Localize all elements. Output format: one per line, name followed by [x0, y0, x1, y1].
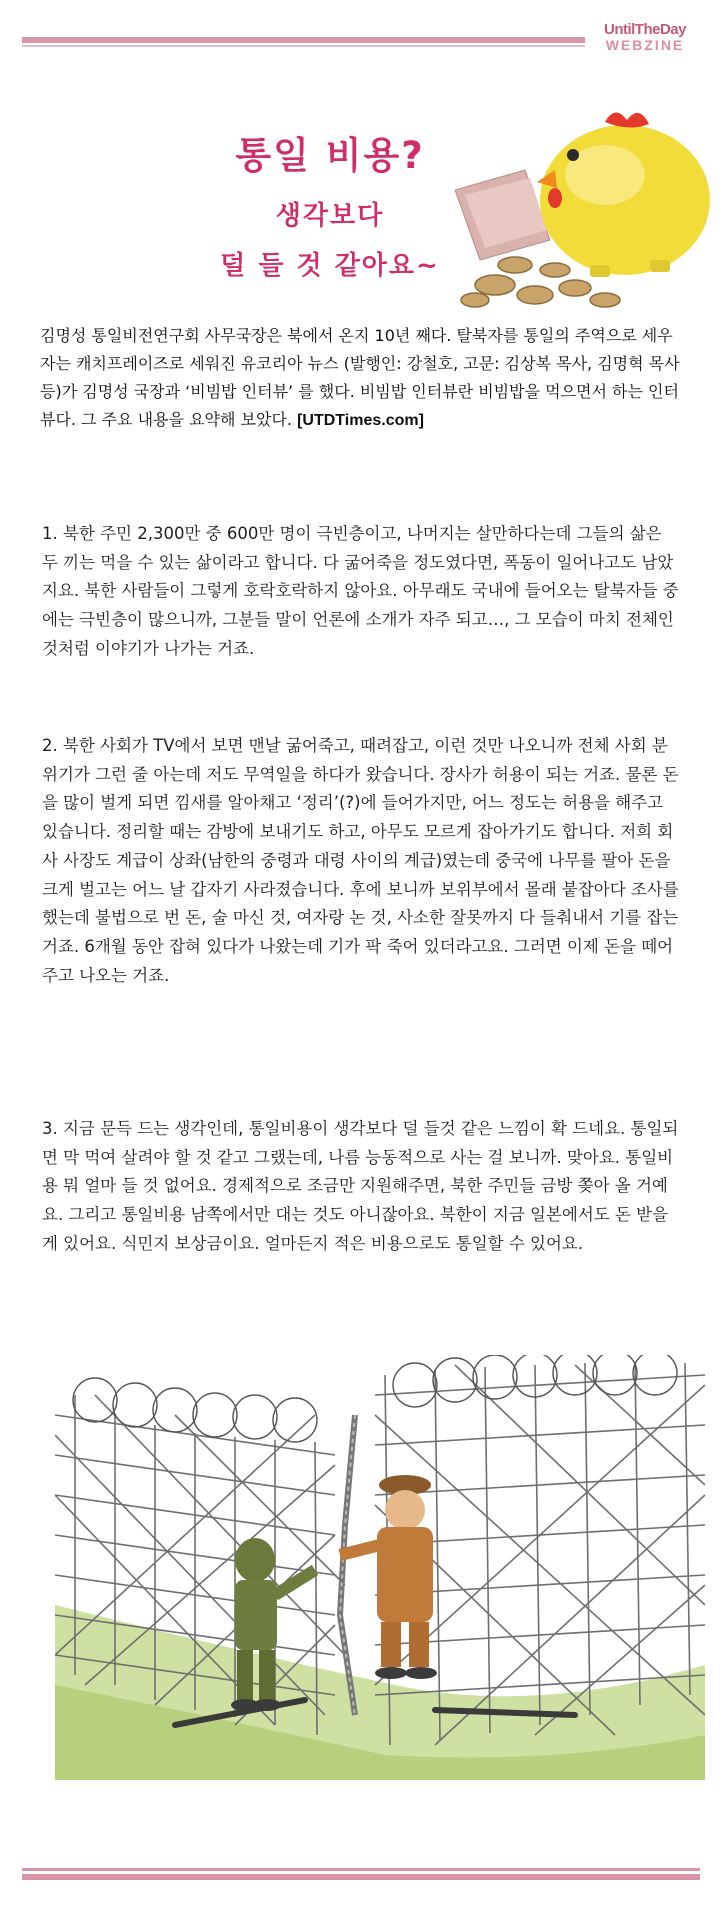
article-intro [40, 322, 688, 435]
paragraph-1: 1. 북한 주민 2,300만 중 600만 명이 극빈층이고, 나머지는 살만하다는데 그들의 삶은 두 끼는 먹을 수 있는 삶이라고 합니다. 다 굶어죽을 정도였다면, 폭동이 일어나고도 남았지요. 북한 사람들이 그렇게 호락호락하지 않아요. 아무래도 국내에 들어오는 탈북자들 중에는 극빈층이 많으니까, 그분들 말이 언론에 소개가 자주 되고…, 그 모습이 마치 전체인 것처럼 이야기가 나가는 거죠. [42, 524, 679, 658]
webzine-logo [590, 22, 700, 52]
intro-text: 김명성 통일비전연구회 사무국장은 북에서 온지 10년 째다. 탈북자를 통일의 주역으로 세우자는 캐치프레이즈로 세워진 유코리아 뉴스 (발행인: 강철호, 고문: 김상복 목사, 김명혁 목사 등)가 김명성 국장과 ‘비빔밥 인터뷰’ 를 했다. 비빔밥 인터뷰란 비빔밥을 먹으면서 하는 인터뷰다. 그 주요 내용을 요약해 보았다. [40, 326, 680, 429]
header-rule-thin [22, 45, 585, 47]
piggy-bank-illustration [455, 100, 715, 315]
footer-rule [22, 1874, 700, 1880]
article-subtitle-line2: 덜 들 것 같아요~ [220, 251, 440, 281]
fence-zipper-cartoon [55, 1355, 705, 1780]
article-subtitle-line1: 생각보다 [275, 201, 385, 231]
footer-rule-thin [22, 1868, 700, 1871]
brand-name: UntilTheDay [603, 21, 686, 38]
paragraph-3: 3. 지금 문득 드는 생각인데, 통일비용이 생각보다 덜 들것 같은 느낌이 확 드네요. 통일되면 막 먹여 살려야 할 것 같고 그랬는데, 나름 능동적으로 사는 걸 보니까. 맞아요. 통일비용 뭐 얼마 들 것 없어요. 경제적으로 조금만 지원해주면, 북한 주민들 금방 쫒아 올 거예요. 그리고 통일비용 남쪽에서만 대는 것도 아니잖아요. 북한이 지금 일본에서도 돈 받을 게 있어요. 식민지 보상금이요. 얼마든지 적은 비용으로도 통일할 수 있어요. [42, 1119, 679, 1253]
brand-subtitle: WEBZINE [605, 37, 685, 53]
paragraph-2: 2. 북한 사회가 TV에서 보면 맨날 굶어죽고, 때려잡고, 이런 것만 나오니까 전체 사회 분위기가 그런 줄 아는데 저도 무역일을 하다가 왔습니다. 장사가 허용이 되는 거죠. 물론 돈을 많이 벌게 되면 낌새를 알아채고 ‘정리’(?)에 들어가지만, 어느 정도는 허용을 해주고 있습니다. 정리할 때는 감방에 보내기도 하고, 아무도 모르게 잡아가기도 합니다. 저희 회사 사장도 계급이 상좌(남한의 중령과 대령 사이의 계급)였는데 중국에 나무를 팔아 돈을 크게 벌고는 어느 날 갑자기 사라졌습니다. 후에 보니까 보위부에서 몰래 붙잡아다 조사를 했는데 불법으로 번 돈, 술 마신 것, 여자랑 논 것, 사소한 잘못까지 다 들춰내서 기를 잡는 거죠. 6개월 동안 잡혀 있다가 나왔는데 기가 팍 죽어 있더라고요. 그러면 이제 돈을 떼어주고 나오는 거죠. [42, 736, 679, 985]
header-rule [22, 37, 585, 43]
source-credit: [UTDTimes.com] [297, 412, 424, 429]
article-title: 통일 비용? [235, 134, 425, 177]
